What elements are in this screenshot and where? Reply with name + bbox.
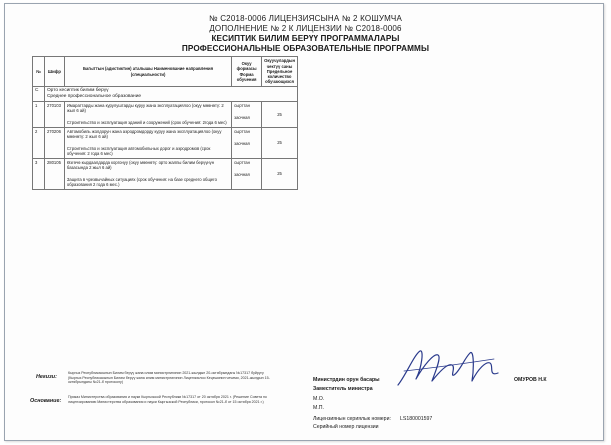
row-no: 3 [33, 158, 45, 189]
basis-label-ru: Основание: [30, 398, 62, 404]
programs-table [32, 56, 298, 190]
signature-image [394, 345, 504, 393]
row-code: 270206 [44, 127, 64, 158]
row-name-ky: Өзгөчө кырдаалдарда коргонуу (окуу мөөнөтү: орто жалпы билим берүүнүн базасында 2 жыл 6 ай) [66, 159, 215, 170]
row-form [232, 158, 262, 189]
col-code-header: Шифр [44, 57, 64, 87]
official-name: ОМУРОВ Н.К [514, 377, 547, 383]
row-name-ru: Строительство и эксплуатация зданий и сооружений (срок обучения: 2года 6 мес) [66, 120, 227, 126]
header-line-2: ДОПОЛНЕНИЕ № 2 К ЛИЦЕНЗИИ № С2018-0006 [209, 24, 402, 33]
mp-ru: М.П. [313, 405, 324, 411]
row-name-ru: Защита в чрезвычайных ситуациях (срок обучения: на базе среднего общего образования 2 года 6 мес.) [66, 177, 217, 188]
serial-number: LS180001597 [400, 416, 433, 422]
section-title [44, 87, 297, 102]
row-name [64, 101, 231, 127]
col-name-header: Багыттын (адистиктин) аталышы Наименование направления (специальности) [64, 57, 231, 87]
serial-label-ru: Серийный номер лицензии [313, 424, 379, 430]
table-header-row [33, 57, 298, 87]
col-form-header: Окуу формасы Форма обучения [232, 57, 262, 87]
row-no: 2 [33, 127, 45, 158]
row-count: 25 [262, 101, 298, 127]
row-form-ky: сырттан [234, 102, 250, 108]
section-letter: С [33, 87, 45, 102]
row-name [64, 158, 231, 189]
basis-text-ru: Приказ Министерства образования и науки Кыргызской Республики №17317 от 20 октября 2021 г. (Решение Совета по лицензированию Министерства образования и науки Кыргызской Республики, протокол №21-б от 15 октября 2021 г.) [68, 395, 267, 404]
table-row [33, 158, 298, 189]
row-form-ru: заочная [234, 171, 250, 177]
header-line-3: КЕСИПТИК БИЛИМ БЕРҮҮ ПРОГРАММАЛАРЫ [211, 34, 400, 43]
row-count: 25 [262, 158, 298, 189]
section-title-ru: Среднее профессиональное образование [46, 93, 142, 99]
col-no-header: № [33, 57, 45, 87]
row-name-ru: Строительство и эксплуатация автомобильных дорог и аэродромов (срок обучения: 2 года 6 мес) [66, 146, 211, 157]
position-ru: Заместитель министра [313, 386, 373, 392]
position-ky: Министрдин орун басары [313, 377, 380, 383]
row-count: 25 [262, 127, 298, 158]
serial-label-ky: Лицензиянын сериялык номери: [313, 416, 391, 422]
row-form-ky: сырттан [234, 128, 250, 134]
row-code: 280105 [44, 158, 64, 189]
row-name-ky: Автомобиль жолдорун жана аэродромдорду куруу жана эксплуатациялоо (окуу мөөнөтү: 2 жыл 6 ай) [66, 128, 222, 139]
row-form-ky: сырттан [234, 159, 250, 165]
row-code: 270103 [44, 101, 64, 127]
table-row [33, 127, 298, 158]
section-row [33, 87, 298, 102]
section-title-ky: Орто кесиптик билим берүү [46, 88, 109, 93]
row-no: 1 [33, 101, 45, 127]
col-count-header: Окуучулардын чектүү саны Предельное количество обучающихся [262, 57, 298, 87]
row-form [232, 127, 262, 158]
header-line-1: № С2018-0006 ЛИЦЕНЗИЯСЫНА № 2 КОШУМЧА [209, 14, 402, 23]
header-line-4: ПРОФЕССИОНАЛЬНЫЕ ОБРАЗОВАТЕЛЬНЫЕ ПРОГРАММЫ [181, 44, 430, 53]
basis-label-ky: Негизи: [36, 374, 57, 380]
mo-ky: М.О. [313, 396, 325, 402]
row-form [232, 101, 262, 127]
row-form-ru: заочная [234, 140, 250, 146]
row-form-ru: заочная [234, 115, 250, 121]
table-row [33, 101, 298, 127]
row-name [64, 127, 231, 158]
basis-text-ky: Кыргыз Республикасынын Билим берүү жана илим министрлигинин 2021-жылдын 20-октябрындагы №17317 буйругу (Кыргыз Республикасынын Билим берүү жана илим министрлигинин Лицензиялоо Кеңешинин чечими, 2021-жылдын 15-октябрындагы №21-б протоколу) [68, 371, 270, 385]
row-name-ky: Имараттарды жана курулуштарды куруу жана эксплуатациялоо (окуу мөөнөтү: 2 жыл 6 ай) [66, 102, 224, 114]
